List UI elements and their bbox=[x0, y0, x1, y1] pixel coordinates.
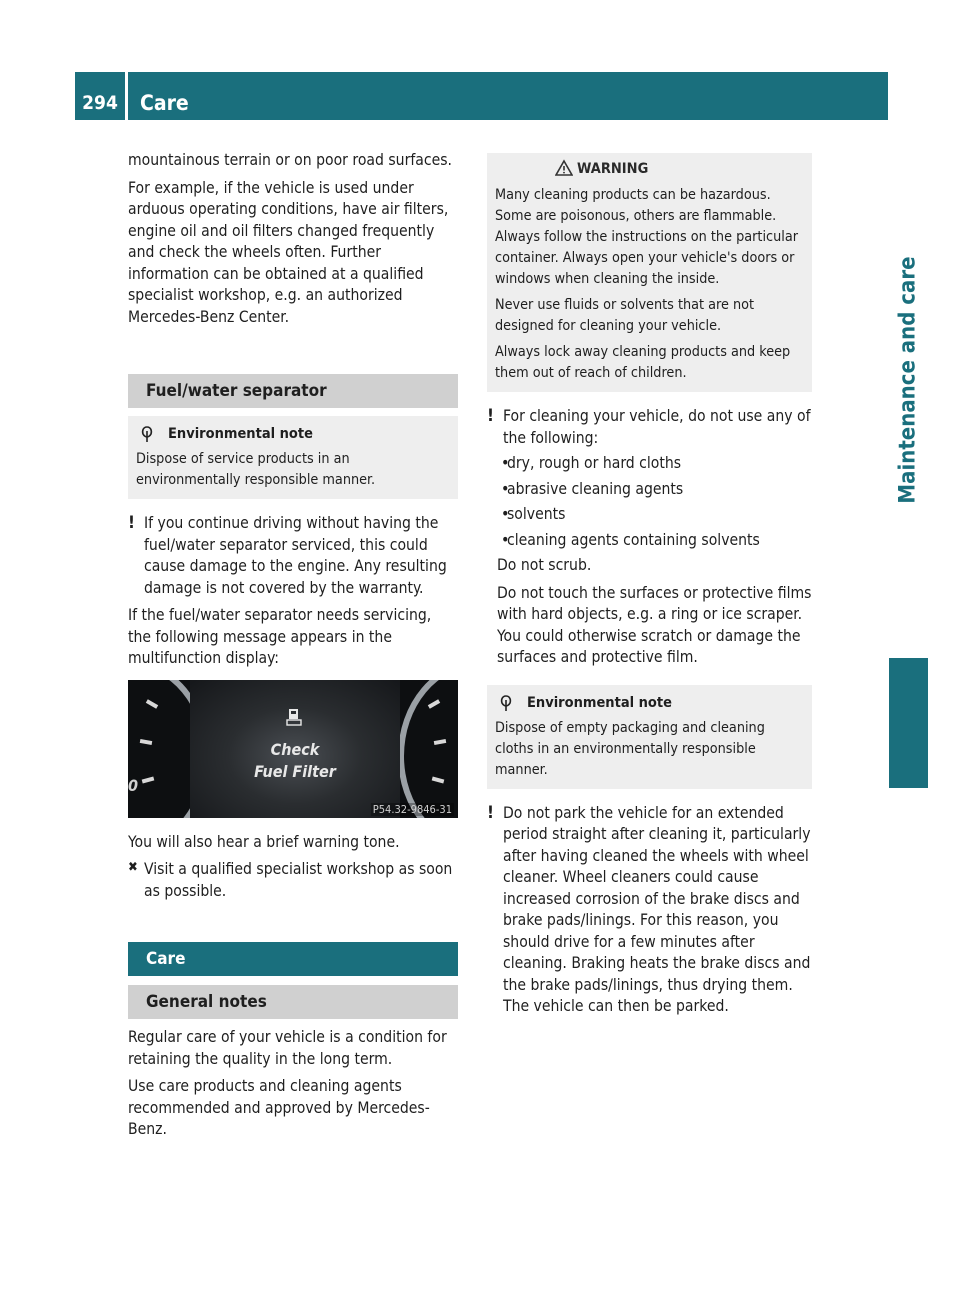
side-tab bbox=[888, 110, 928, 650]
step-text: Visit a qualified specialist workshop as soon as possible. bbox=[144, 860, 453, 900]
warning-text: Always lock away cleaning products and keep them out of reach of children. bbox=[495, 344, 791, 381]
warning-title: WARNING bbox=[577, 161, 649, 177]
section-heading-care: Care bbox=[128, 942, 458, 976]
instruction-step bbox=[128, 859, 458, 902]
page-number: 294 bbox=[82, 92, 118, 114]
paragraph: Use care products and cleaning agents recommended and approved by Mercedes-Benz. bbox=[128, 1077, 430, 1138]
note-text: Dispose of empty packaging and cleaning cloths in an environmentally responsible manner. bbox=[495, 719, 765, 778]
paragraph: For example, if the vehicle is used under arduous operating conditions, have air filters, engine oil and oil filters changed frequently and check the wheels often. Further information can be obtained at a qualified specialist workshop, e.g. an authorized Mercedes-Benz Center. bbox=[128, 178, 449, 326]
warning-text: Never use fluids or solvents that are not designed for cleaning your vehicle. bbox=[495, 297, 755, 334]
paragraph: Do not touch the surfaces or protective films with hard objects, e.g. a ring or ice scraper. You could otherwise scratch or damage the surfaces and protective film. bbox=[497, 583, 812, 666]
side-tab-label: Maintenance and care bbox=[895, 256, 921, 504]
environment-icon bbox=[497, 694, 515, 712]
left-column bbox=[128, 150, 458, 1147]
display-line-check: Check bbox=[270, 739, 320, 759]
arrow-right-icon: ✖ bbox=[128, 860, 138, 875]
paragraph: Do not scrub. bbox=[497, 556, 592, 574]
caution-note bbox=[487, 803, 812, 1018]
caution-note bbox=[487, 406, 812, 449]
list-item: • solvents bbox=[501, 504, 566, 523]
caution-text: Do not park the vehicle for an extended period straight after cleaning it, particularly after having cleaned the wheels with wheel cleaner. Wheel cleaners could cause increased corrosion of the brake discs and brake pads/linings. For this reason, you should drive for a few minutes after cleaning. Braking heats the brake discs and the brake pads/linings, thus drying them. The vehicle can then be parked. bbox=[503, 803, 811, 1015]
paragraph: You will also hear a brief warning tone. bbox=[128, 832, 400, 851]
image-code: P54.32-9846-31 bbox=[372, 802, 452, 816]
note-title: Environmental note bbox=[527, 694, 672, 711]
page-header bbox=[75, 72, 888, 120]
environmental-note bbox=[487, 685, 812, 789]
environment-icon bbox=[138, 425, 156, 443]
list-item: • cleaning agents containing solvents bbox=[501, 529, 760, 549]
list-item: • abrasive cleaning agents bbox=[501, 478, 684, 498]
caution-note bbox=[128, 513, 458, 599]
paragraph: mountainous terrain or on poor road surfaces. bbox=[128, 151, 452, 169]
fuel-filter-icon bbox=[286, 708, 302, 726]
caution-text: For cleaning your vehicle, do not use any of the following: bbox=[503, 407, 811, 447]
header-divider bbox=[125, 72, 128, 120]
exclamation-icon: ! bbox=[487, 802, 494, 823]
warning-text: Many cleaning products can be hazardous. Some are poisonous, others are flammable. Always follow the instructions on the particular container. Always open your vehicle's doors or windows when cleaning the inside. bbox=[495, 187, 798, 287]
side-tab-marker bbox=[889, 658, 928, 788]
section-heading-fuel-water-separator: Fuel/water separator bbox=[128, 374, 458, 408]
caution-text: If you continue driving without having the fuel/water separator serviced, this could cause damage to the engine. Any resulting damage is not covered by the warranty. bbox=[144, 514, 447, 597]
right-column bbox=[487, 153, 812, 1018]
paragraph: Regular care of your vehicle is a condition for retaining the quality in the long term. bbox=[128, 1028, 447, 1068]
warning-triangle-icon bbox=[555, 159, 573, 177]
right-gauge bbox=[398, 680, 458, 818]
note-title: Environmental note bbox=[168, 426, 313, 442]
list-item: • dry, rough or hard cloths bbox=[501, 453, 682, 472]
note-text: Dispose of service products in an environmentally responsible manner. bbox=[136, 451, 376, 488]
exclamation-icon: ! bbox=[487, 406, 494, 426]
section-heading-general-notes: General notes bbox=[128, 985, 458, 1019]
page-title: Care bbox=[140, 91, 189, 115]
exclamation-icon: ! bbox=[128, 513, 135, 533]
display-line-fuel-filter: Fuel Filter bbox=[254, 761, 336, 781]
multifunction-display-image bbox=[128, 680, 458, 818]
gauge-zero-label: 0 bbox=[128, 775, 139, 795]
warning-box bbox=[487, 153, 812, 392]
paragraph: If the fuel/water separator needs servicing, the following message appears in the multifunction display: bbox=[128, 606, 432, 667]
environmental-note bbox=[128, 416, 458, 499]
